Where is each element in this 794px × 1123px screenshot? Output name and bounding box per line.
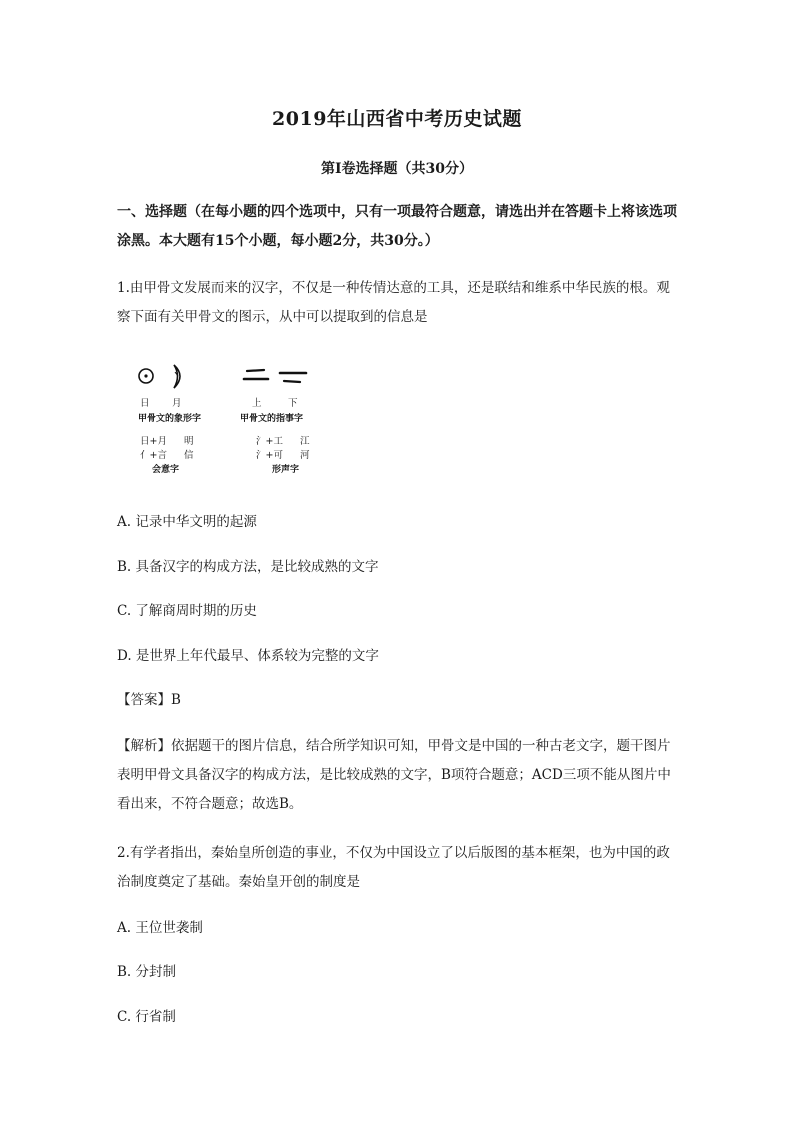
label-down: 下 <box>288 398 298 409</box>
section-heading: 一、选择题（在每小题的四个选项中，只有一项最符合题意，请选出并在答题卡上将该选项涂黑。本大题有15个小题，每小题2分，共30分。） <box>117 204 677 249</box>
question-2-stem: 2.有学者指出，秦始皇所创造的事业，不仅为中国设立了以后版图的基本框架，也为中国的政治制度奠定了基础。秦始皇开创的制度是 <box>117 845 670 890</box>
caption-indicative: 甲骨文的指事字 <box>240 414 304 424</box>
label-up: 上 <box>252 398 262 409</box>
question-1-option-a: A. 记录中华文明的起源 <box>117 514 257 530</box>
section-subtitle: 第Ⅰ卷选择题（共30分） <box>320 161 474 177</box>
question-1-stem: 1.由甲骨文发展而来的汉字，不仅是一种传情达意的工具，还是联结和维系中华民族的根。观察下面有关甲骨文的图示，从中可以提取到的信息是 <box>117 280 670 325</box>
phonetic-row4-right: 河 <box>300 450 310 461</box>
compound-row2-right: 信 <box>184 450 194 461</box>
label-moon: 月 <box>172 398 182 409</box>
compound-row1-right: 明 <box>184 436 194 447</box>
oracle-bone-figure <box>134 352 334 482</box>
compound-row1-left: 日+月 <box>140 436 167 447</box>
page-title: 2019年山西省中考历史试题 <box>272 108 522 130</box>
question-1-answer: 【答案】B <box>117 692 181 708</box>
phonetic-row4-left: 氵+可 <box>256 450 283 461</box>
phonetic-row3-left: 氵+工 <box>256 436 283 447</box>
question-1-option-c: C. 了解商周时期的历史 <box>117 603 257 619</box>
phonetic-row3-right: 江 <box>300 436 310 447</box>
question-1-option-b: B. 具备汉字的构成方法，是比较成熟的文字 <box>117 559 379 575</box>
moon-glyph <box>174 365 180 388</box>
caption-pictograph: 甲骨文的象形字 <box>138 414 202 424</box>
down-glyph <box>280 373 306 382</box>
label-sun: 日 <box>140 398 150 409</box>
question-2-option-b: B. 分封制 <box>117 964 177 980</box>
question-1-analysis: 【解析】依据题干的图片信息，结合所学知识可知，甲骨文是中国的一种古老文字，题干图片表明甲骨文具备汉字的构成方法，是比较成熟的文字，B项符合题意；ACD三项不能从图片中看出来，不符合题意；故选B。 <box>117 738 671 812</box>
caption-phonetic: 形声字 <box>272 465 300 475</box>
up-glyph <box>244 370 268 379</box>
caption-compound: 会意字 <box>152 465 180 475</box>
question-2-option-a: A. 王位世袭制 <box>117 920 203 936</box>
question-2-option-c: C. 行省制 <box>117 1009 176 1025</box>
question-1-option-d: D. 是世界上年代最早、体系较为完整的文字 <box>117 648 379 664</box>
compound-row2-left: 亻+言 <box>140 450 167 461</box>
